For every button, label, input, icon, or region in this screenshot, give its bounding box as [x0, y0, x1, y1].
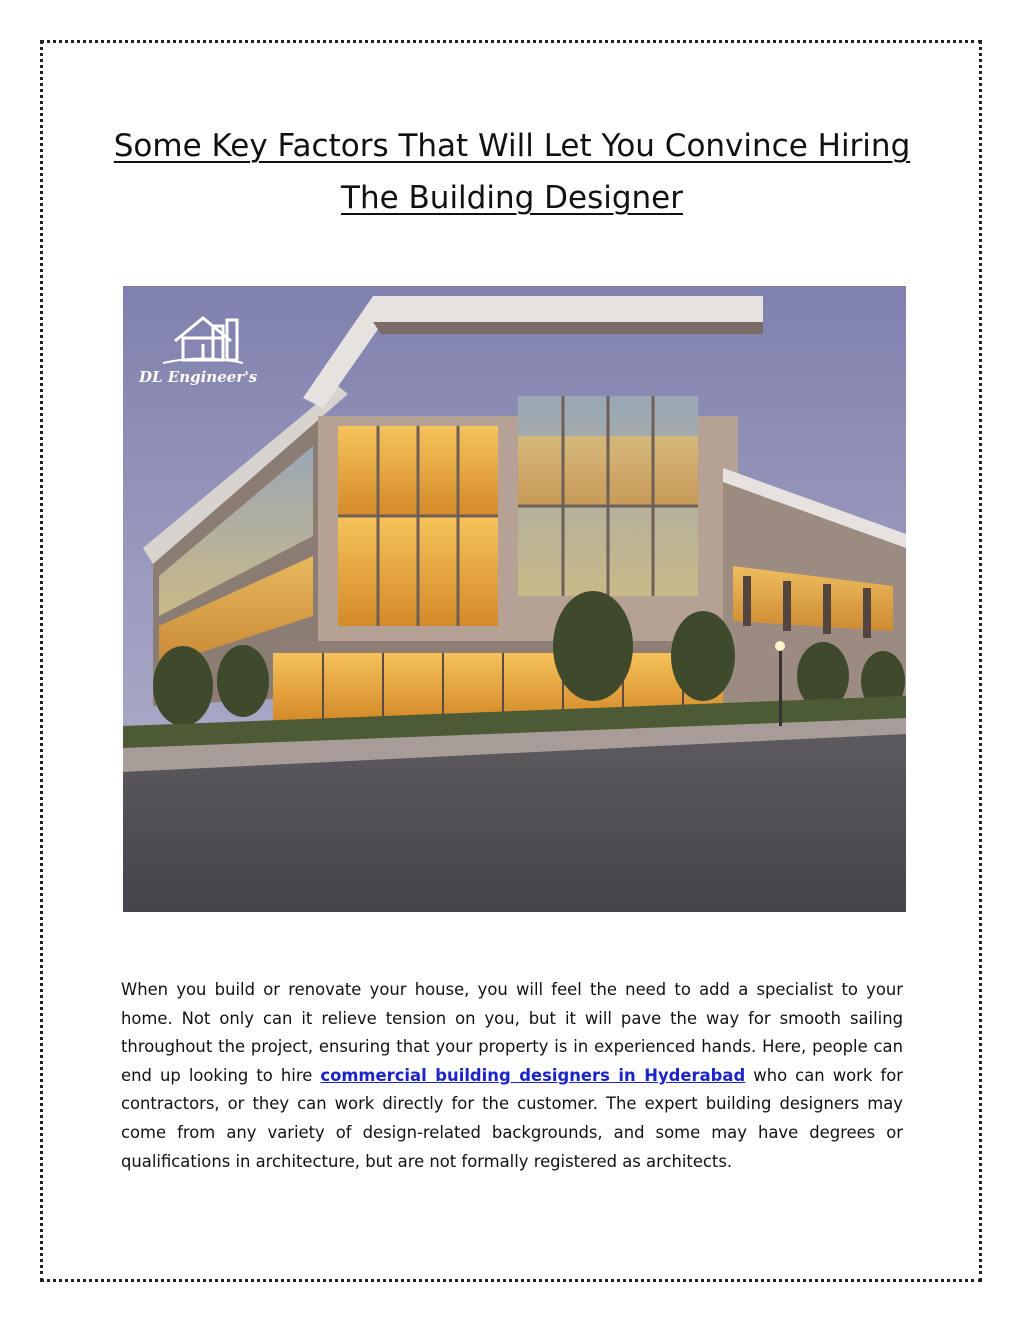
- title-line-2: The Building Designer: [341, 180, 683, 216]
- logo-text: DL Engineer's: [139, 368, 258, 386]
- paragraph-text-after-link: who can work for contractors, or they can work directly for the customer. The expert building designers may come from any variety of design-related backgrounds, and some may have degrees or qualifications in architecture, but are not formally registered as architects.: [121, 1065, 903, 1171]
- body-paragraph: [121, 976, 903, 1176]
- paragraph-text-before-link: When you build or renovate your house, you will feel the need to add a specialist to your home. Not only can it relieve tension on you, but it will pave the way for smooth sailing throughout the project, ensuring that your property is in experienced hands. Here, people can end up looking to hire: [121, 980, 903, 1085]
- title-line-1: Some Key Factors That Will Let You Convince Hiring: [113, 128, 911, 164]
- page-title: [100, 120, 924, 224]
- building-photo: [123, 286, 906, 912]
- commercial-designers-link[interactable]: commercial building designers in Hyderabad: [320, 1065, 746, 1085]
